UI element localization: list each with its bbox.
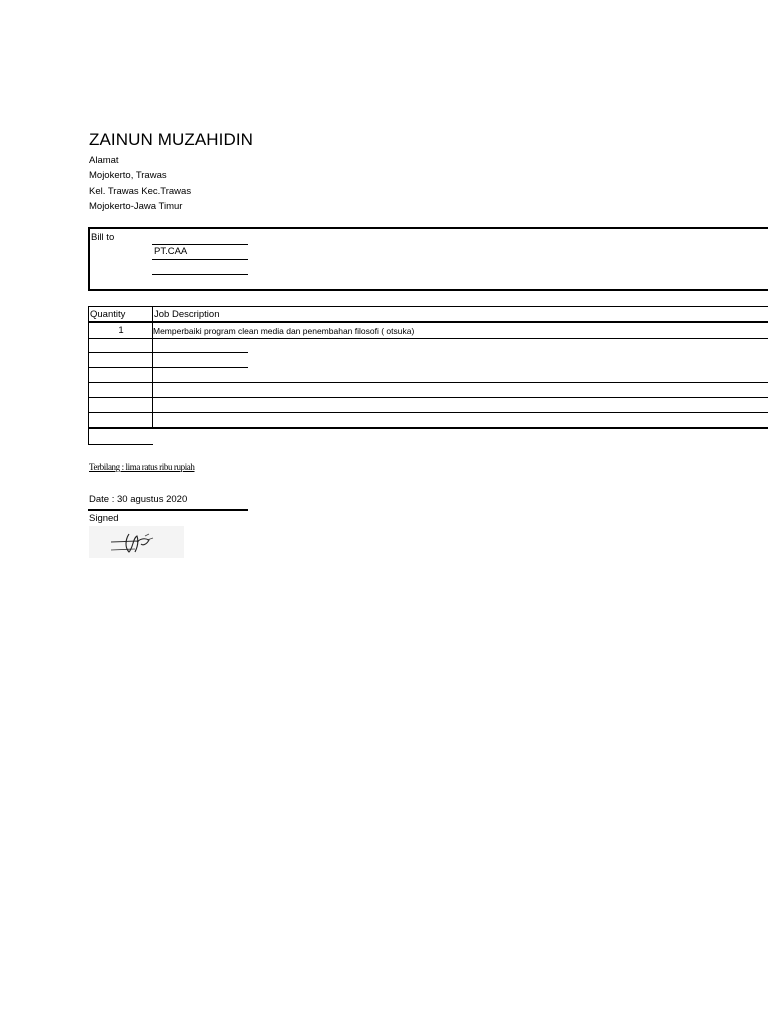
- address-line-1: Mojokerto, Trawas: [89, 170, 167, 181]
- row-1-quantity: 1: [118, 325, 124, 336]
- sender-name: ZAINUN MUZAHIDIN: [89, 130, 254, 149]
- bill-to-company: PT.CAA: [154, 246, 188, 257]
- bill-to-line-2: [152, 259, 248, 260]
- row-1-description: Memperbaiki program clean media dan penembahan filosofi ( otsuka): [153, 326, 415, 336]
- bill-to-top-border: [88, 227, 768, 229]
- invoice-date: Date : 30 agustus 2020: [89, 494, 188, 505]
- bill-to-left-border: [88, 227, 90, 291]
- bill-to-label: Bill to: [91, 232, 115, 243]
- address-label: Alamat: [89, 155, 119, 166]
- terbilang-text: Terbilang : lima ratus ribu rupiah: [89, 462, 195, 472]
- row-divider-1: [88, 338, 768, 339]
- total-cell-bottom: [88, 444, 153, 445]
- row-divider-2: [88, 352, 248, 353]
- column-header-description: Job Description: [154, 309, 220, 320]
- row-divider-5: [88, 397, 768, 398]
- signature-icon: [89, 526, 184, 558]
- row-divider-4: [88, 382, 768, 383]
- date-underline: [88, 509, 248, 511]
- address-line-2: Kel. Trawas Kec.Trawas: [89, 186, 192, 197]
- table-bottom-border: [88, 427, 768, 429]
- header-divider: [88, 321, 768, 323]
- bill-to-line-1: [152, 244, 248, 245]
- column-divider: [152, 306, 153, 429]
- row-divider-6: [88, 412, 768, 413]
- address-line-3: Mojokerto-Jawa Timur: [89, 201, 183, 212]
- column-header-quantity: Quantity: [90, 309, 126, 320]
- bill-to-line-3: [152, 274, 248, 275]
- table-top-border: [88, 306, 768, 307]
- row-divider-3: [88, 367, 248, 368]
- bill-to-bottom-border: [88, 289, 768, 291]
- signed-label: Signed: [89, 513, 119, 524]
- table-left-border: [88, 306, 89, 445]
